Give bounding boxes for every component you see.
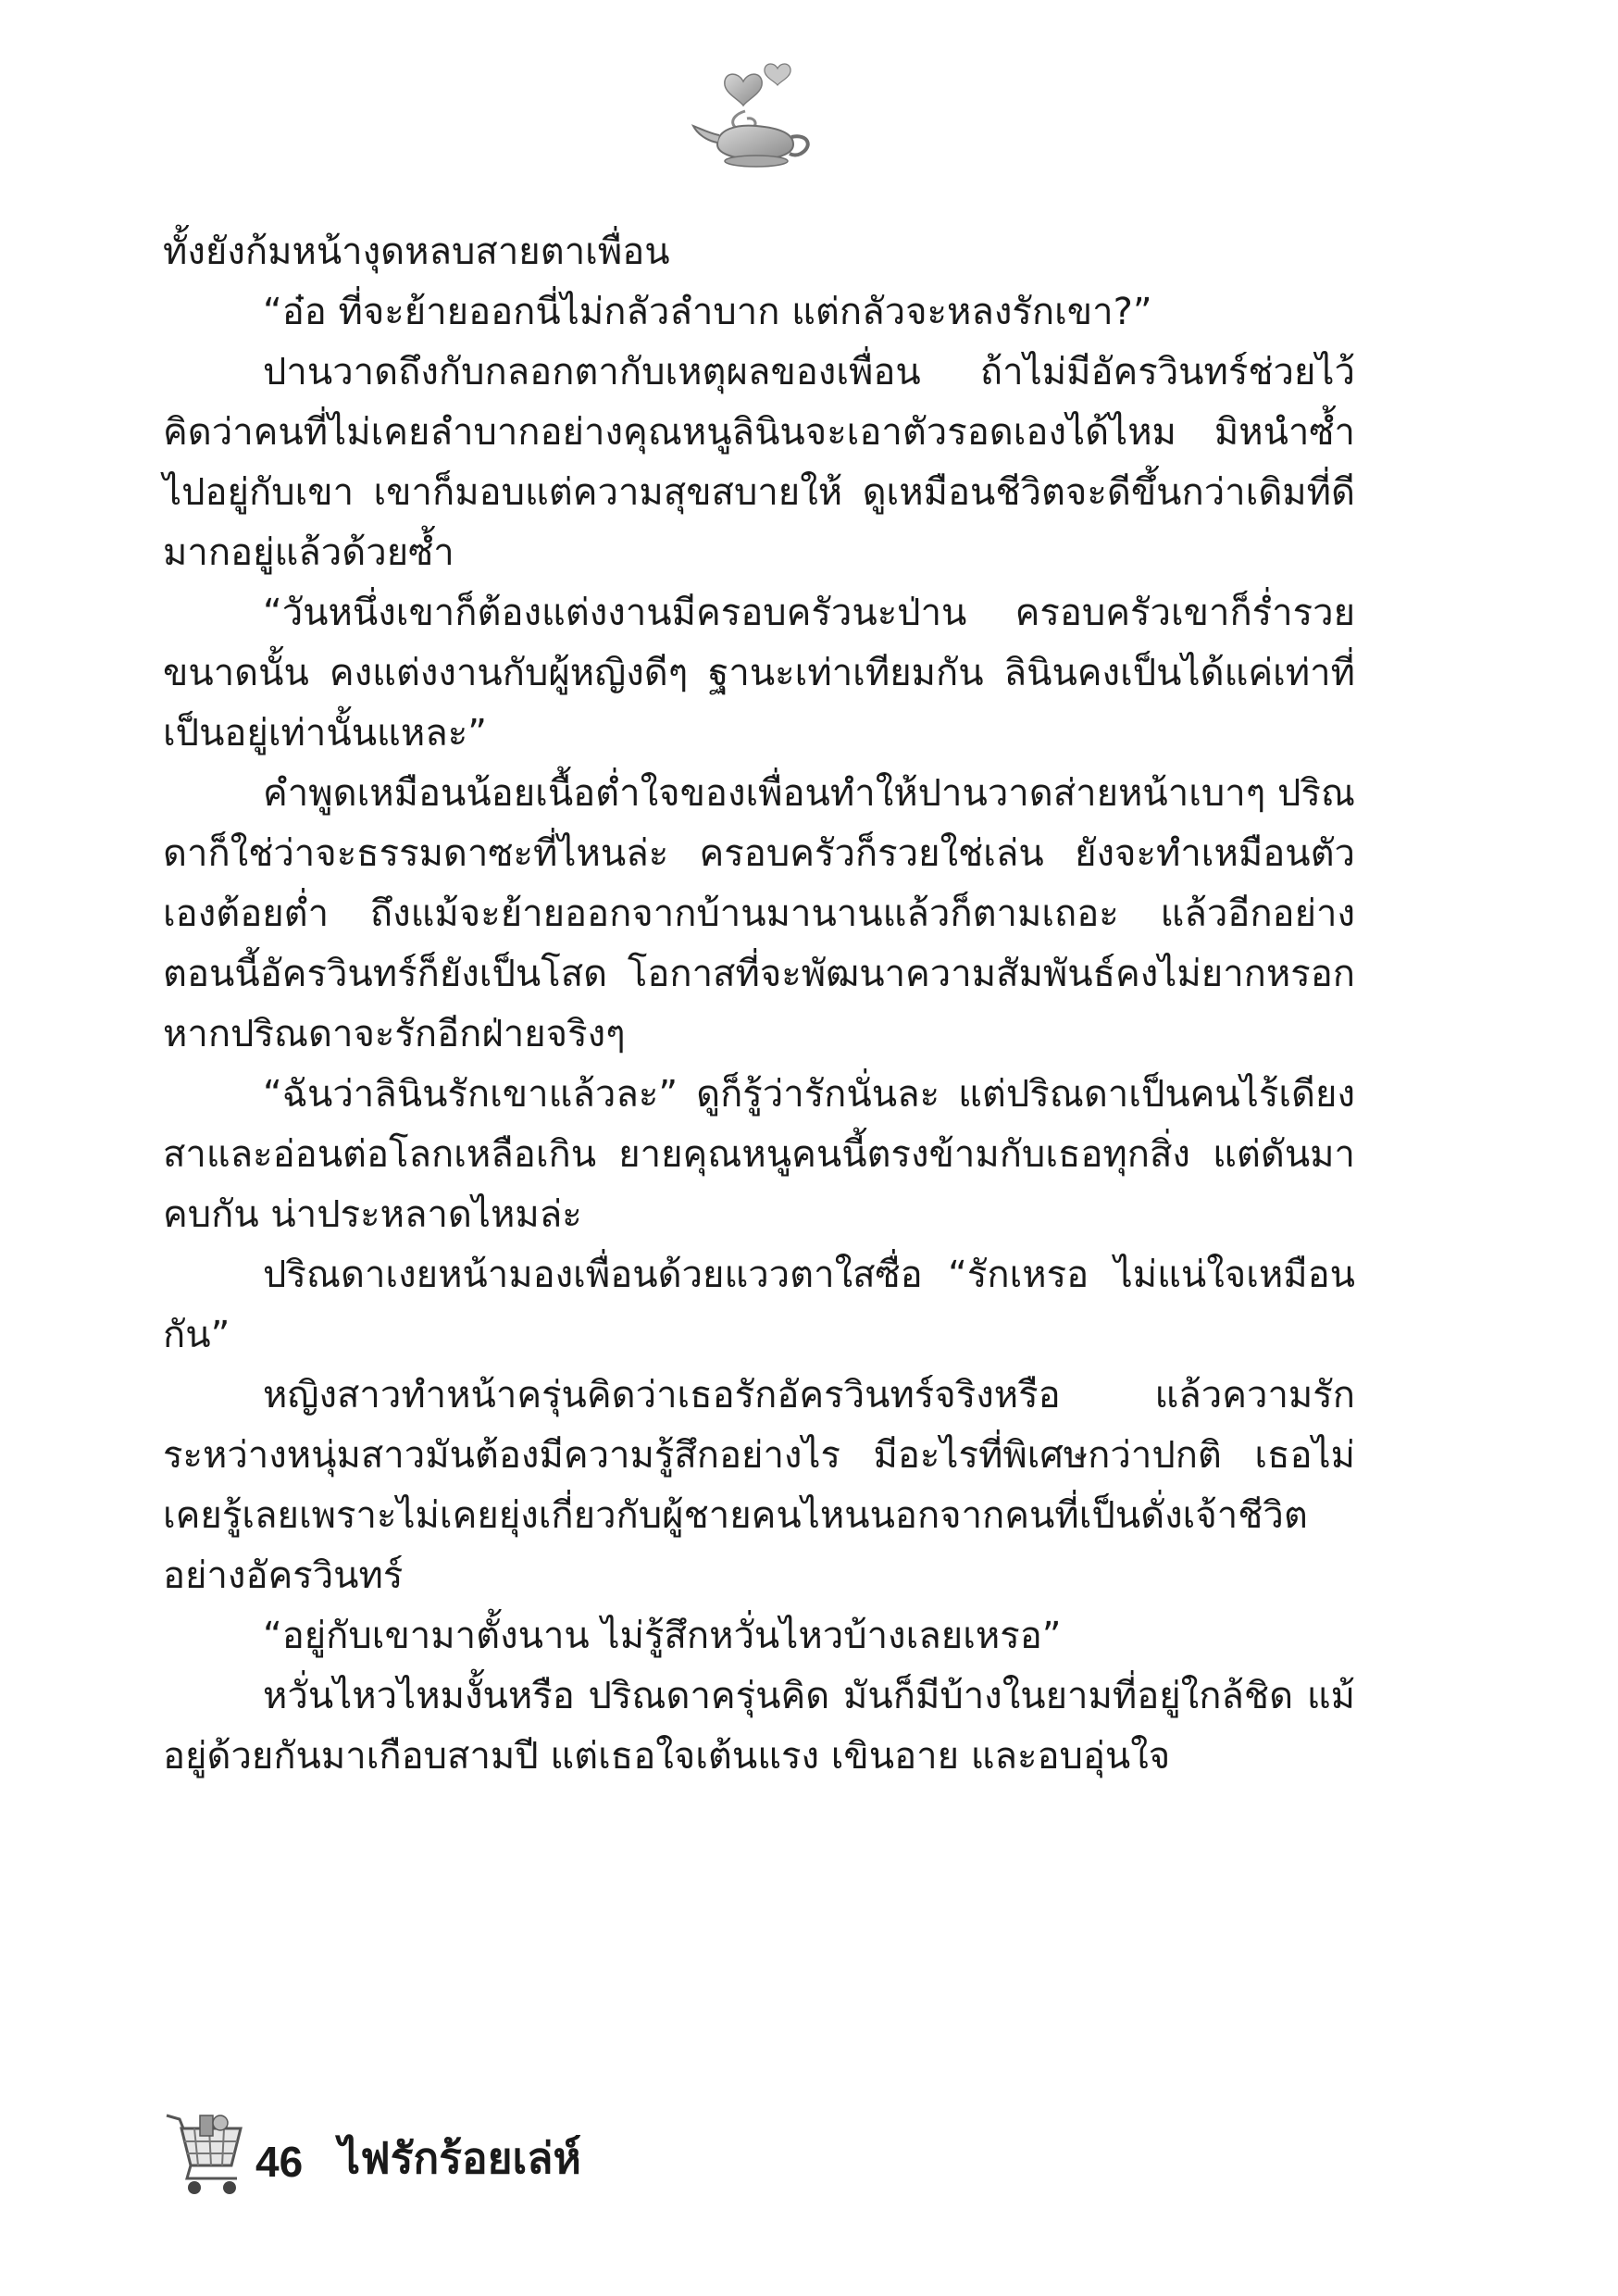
teapot-ornament-icon [690, 56, 819, 171]
paragraph: หวั่นไหวไหมงั้นหรือ ปริณดาครุ่นคิด มันก็มีบ้างในยามที่อยู่ใกล้ชิด แม้อยู่ด้วยกันมาเกือบสามปี แต่เธอใจเต้นแรง เขินอาย และอบอุ่นใจ [163, 1675, 1355, 1778]
paragraph: หญิงสาวทำหน้าครุ่นคิดว่าเธอรักอัครวินทร์จริงหรือ แล้วความรักระหว่างหนุ่มสาวมันต้องมีความรู้สึกอย่างไร มีอะไรที่พิเศษกว่าปกติ เธอไม่เคยรู้เลยเพราะไม่เคยยุ่งเกี่ยวกับผู้ชายคนไหนนอกจากคนที่เป็นดั่งเจ้าชีวิตอย่างอัครวินทร์ [163, 1374, 1355, 1597]
paragraph: “อยู่กับเขามาตั้งนาน ไม่รู้สึกหวั่นไหวบ้างเลยเหรอ” [263, 1615, 1062, 1657]
body-text [163, 222, 1355, 1787]
paragraph: ทั้งยังก้มหน้างุดหลบสายตาเพื่อน [163, 231, 670, 273]
paragraph: “อ๋อ ที่จะย้ายออกนี่ไม่กลัวลำบาก แต่กลัวจะหลงรักเขา?” [263, 291, 1152, 333]
paragraph: “ฉันว่าลินินรักเขาแล้วละ” ดูก็รู้ว่ารักนั่นละ แต่ปริณดาเป็นคนไร้เดียงสาและอ่อนต่อโลกเหลือเกิน ยายคุณหนูคนนี้ตรงข้ามกับเธอทุกสิ่ง แต่ดันมาคบกัน น่าประหลาดไหมล่ะ [163, 1073, 1355, 1236]
paragraph: “วันหนึ่งเขาก็ต้องแต่งงานมีครอบครัวนะป่าน ครอบครัวเขาก็ร่ำรวยขนาดนั้น คงแต่งงานกับผู้หญิงดีๆ ฐานะเท่าเทียมกัน ลินินคงเป็นได้แค่เท่าที่เป็นอยู่เท่านั้นแหละ” [163, 592, 1355, 755]
page-number: 46 [255, 2138, 304, 2186]
book-title: ไฟรักร้อยเล่ห์ [339, 2133, 581, 2183]
paragraph: คำพูดเหมือนน้อยเนื้อต่ำใจของเพื่อนทำให้ปานวาดส่ายหน้าเบาๆ ปริณดาก็ใช่ว่าจะธรรมดาซะที่ไหนล่ะ ครอบครัวก็รวยใช่เล่น ยังจะทำเหมือนตัวเองต้อยต่ำ ถึงแม้จะย้ายออกจากบ้านมานานแล้วก็ตามเถอะ แล้วอีกอย่างตอนนี้อัครวินทร์ก็ยังเป็นโสด โอกาสที่จะพัฒนาความสัมพันธ์คงไม่ยากหรอก หากปริณดาจะรักอีกฝ่ายจริงๆ [163, 772, 1355, 1055]
paragraph: ปริณดาเงยหน้ามองเพื่อนด้วยแววตาใสซื่อ “รักเหรอ ไม่แน่ใจเหมือนกัน” [163, 1254, 1355, 1356]
page-footer [163, 2106, 903, 2208]
paragraph: ปานวาดถึงกับกลอกตากับเหตุผลของเพื่อน ถ้าไม่มีอัครวินทร์ช่วยไว้ คิดว่าคนที่ไม่เคยลำบากอย่างคุณหนูลินินจะเอาตัวรอดเองได้ไหม มิหนำซ้ำไปอยู่กับเขา เขาก็มอบแต่ความสุขสบายให้ ดูเหมือนชีวิตจะดีขึ้นกว่าเดิมที่ดีมากอยู่แล้วด้วยซ้ำ [163, 351, 1355, 574]
shopping-cart-icon [163, 2106, 246, 2199]
